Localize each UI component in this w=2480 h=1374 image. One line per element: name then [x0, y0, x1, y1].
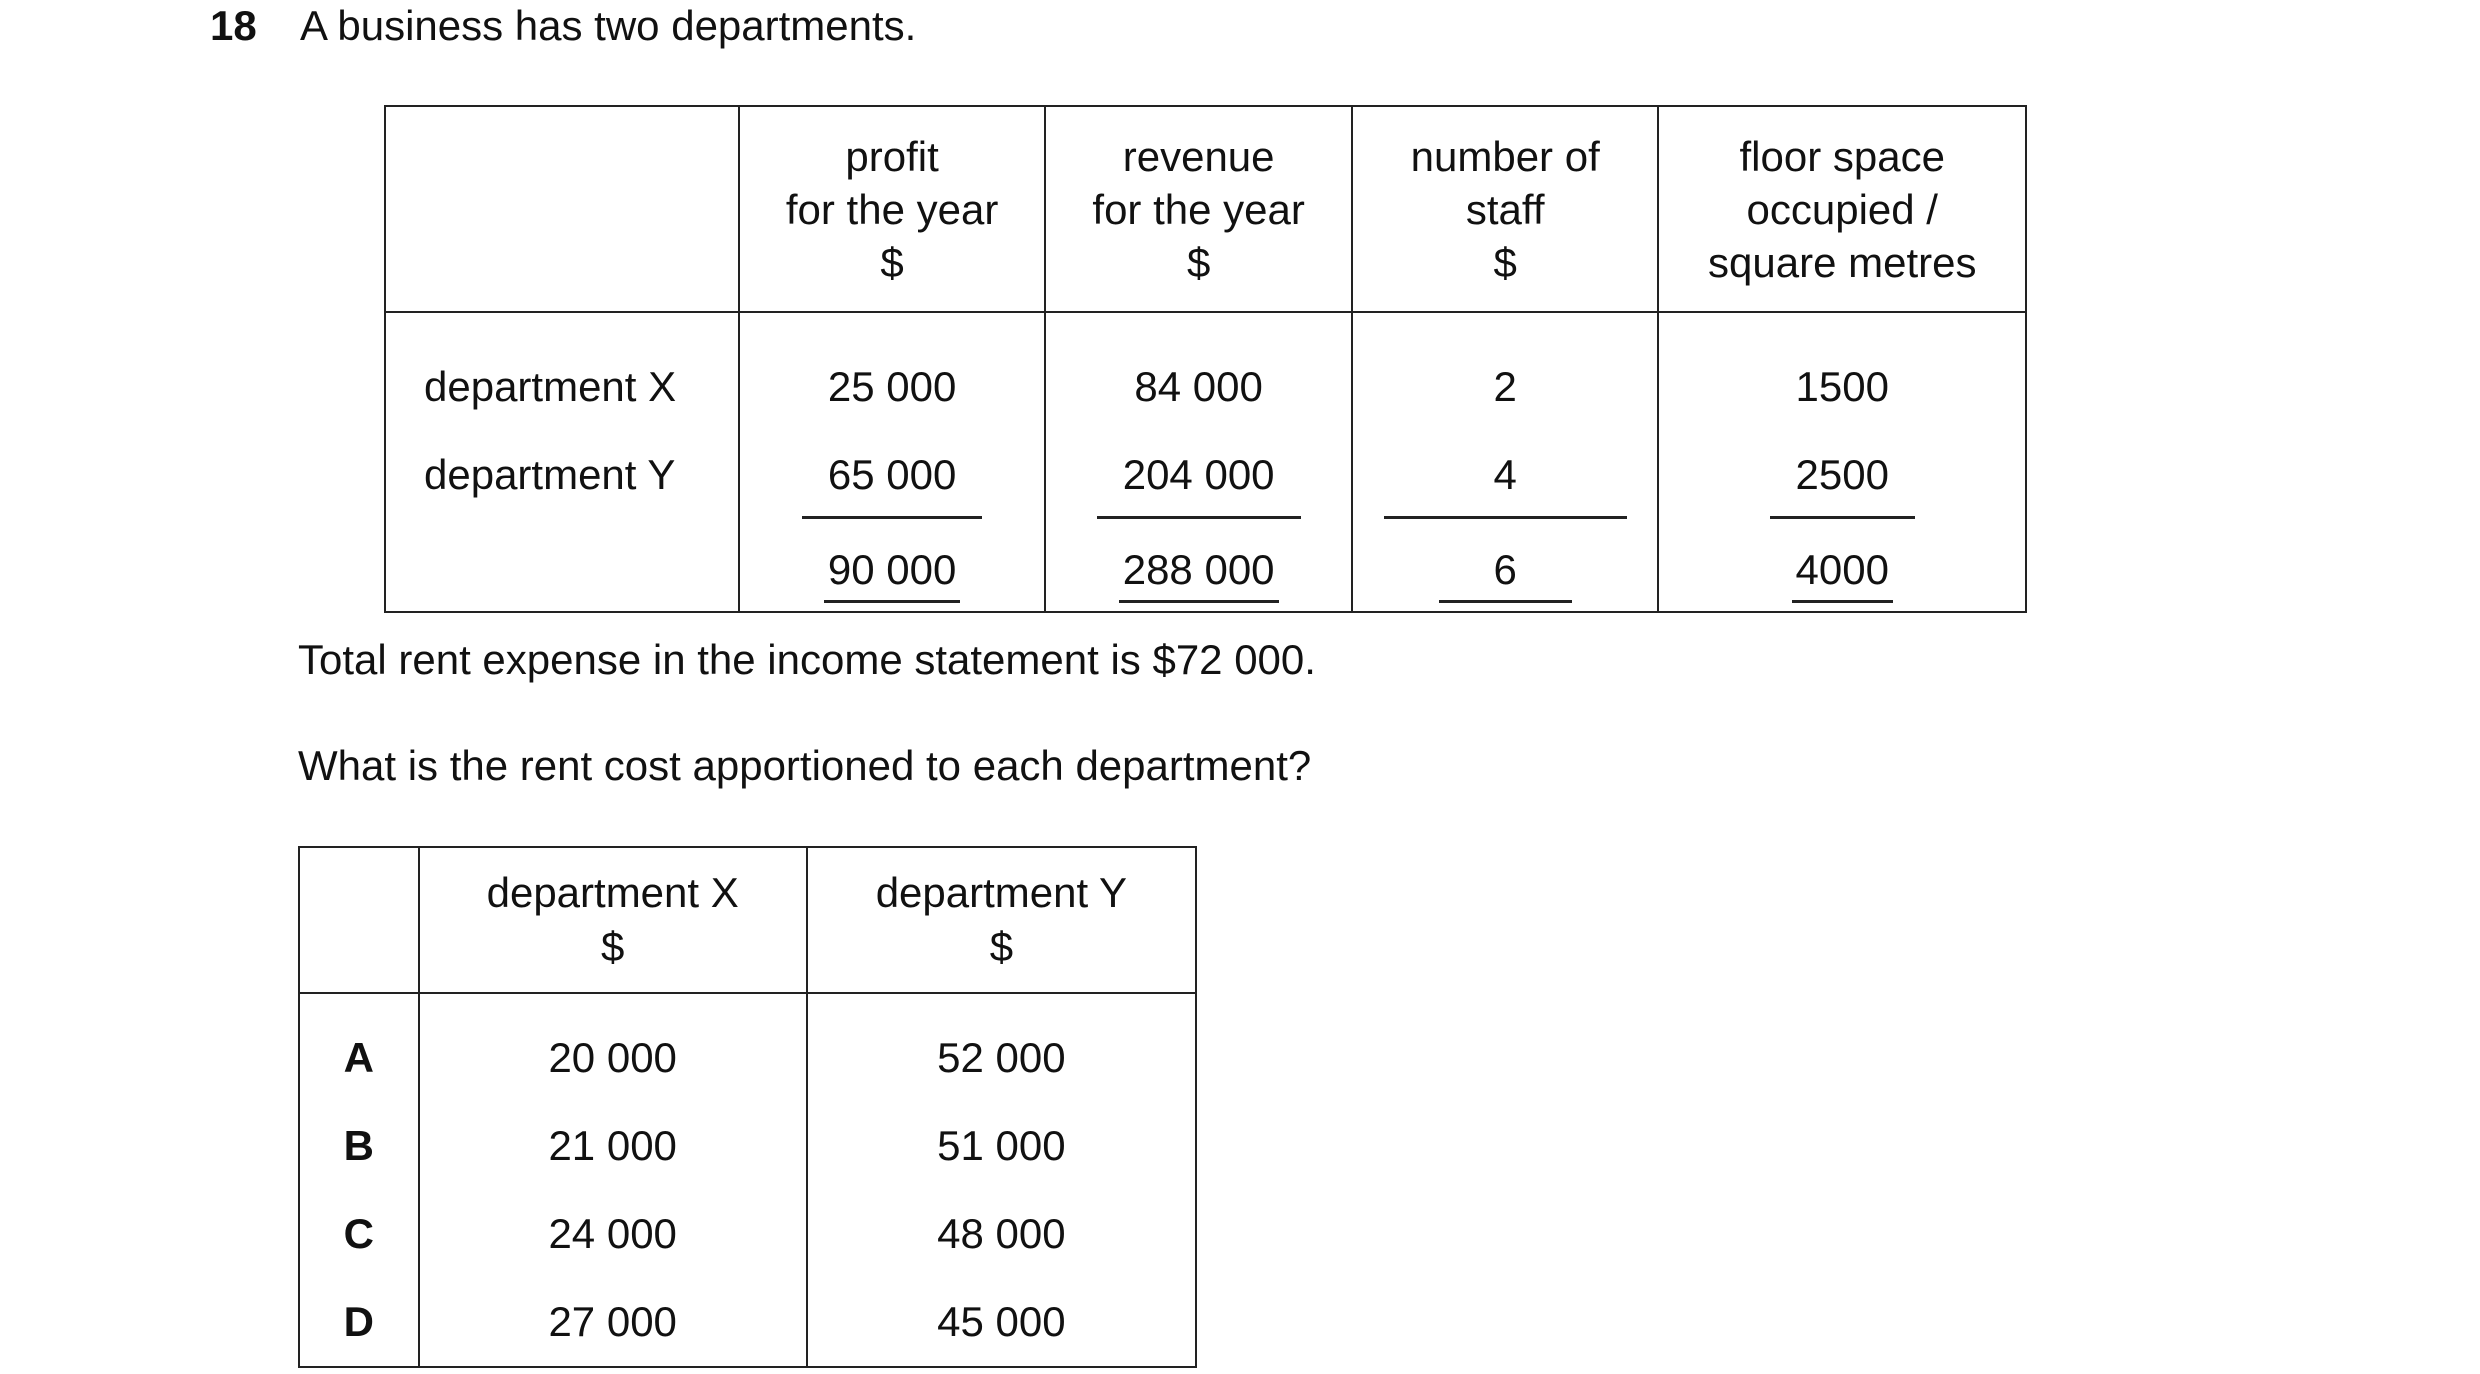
- option-a-y: 52 000: [937, 1034, 1066, 1081]
- options-header-row: [299, 847, 1196, 993]
- blank-header-cell: [299, 847, 419, 993]
- option-letter-d: D: [343, 1298, 374, 1345]
- floor-total: 4000: [1792, 540, 1893, 603]
- header-line: $: [1186, 238, 1211, 286]
- rent-statement: Total rent expense in the income statement is $72 000.: [298, 636, 1316, 683]
- option-b-y: 51 000: [937, 1122, 1066, 1169]
- staff-total: 6: [1439, 540, 1572, 603]
- header-line: $: [1493, 238, 1517, 286]
- answer-options-table: [298, 846, 1197, 1368]
- staff-cell: [1352, 312, 1659, 612]
- header-line: number of: [1410, 132, 1600, 180]
- profit-total-row: [740, 519, 1045, 607]
- department-x-header: [419, 847, 807, 993]
- question-number: 18: [210, 2, 257, 49]
- header-line: square metres: [1708, 238, 1977, 286]
- revenue-total-row: [1046, 519, 1351, 607]
- total-spacer: [424, 519, 738, 607]
- revenue-cell: [1045, 312, 1352, 612]
- header-line: $: [880, 238, 904, 286]
- departments-body-row: [385, 312, 2026, 612]
- profit-x: 25 000: [827, 363, 957, 410]
- floor-y: 2500: [1795, 451, 1889, 498]
- revenue-header: [1045, 106, 1352, 312]
- header-line: department Y: [875, 869, 1128, 916]
- header-line: $: [989, 923, 1014, 970]
- revenue-x: 84 000: [1134, 363, 1263, 410]
- header-line: staff: [1465, 185, 1545, 233]
- option-b-x: 21 000: [548, 1122, 677, 1169]
- department-y-header: [807, 847, 1196, 993]
- option-a-x: 20 000: [548, 1034, 677, 1081]
- revenue-total: 288 000: [1119, 540, 1279, 603]
- option-letter-b: B: [343, 1122, 374, 1169]
- option-x-values-cell: [419, 993, 807, 1367]
- departments-table: [384, 105, 2027, 613]
- profit-header: [739, 106, 1046, 312]
- floor-space-header: [1658, 106, 2026, 312]
- floor-x: 1500: [1795, 363, 1889, 410]
- header-line: floor space: [1739, 132, 1945, 180]
- department-x-name: department X: [424, 363, 677, 410]
- header-line: $: [601, 923, 625, 970]
- options-body-row: [299, 993, 1196, 1367]
- staff-y: 4: [1493, 451, 1517, 498]
- option-letter-a: A: [343, 1034, 374, 1081]
- header-line: occupied /: [1746, 185, 1938, 233]
- option-y-values-cell: [807, 993, 1196, 1367]
- revenue-y: 204 000: [1122, 451, 1275, 498]
- question-text: A business has two departments.: [300, 2, 917, 49]
- question-heading: [210, 0, 916, 52]
- option-letters-cell: [299, 993, 419, 1367]
- option-letter-c: C: [343, 1210, 374, 1257]
- profit-cell: [739, 312, 1046, 612]
- department-y-name: department Y: [424, 451, 676, 498]
- profit-y: 65 000: [827, 451, 957, 498]
- option-c-x: 24 000: [548, 1210, 677, 1257]
- header-line: for the year: [1092, 185, 1305, 233]
- staff-total-row: [1353, 519, 1658, 607]
- option-d-y: 45 000: [937, 1298, 1066, 1345]
- departments-header-row: [385, 106, 2026, 312]
- question-prompt: What is the rent cost apportioned to each department?: [298, 742, 1312, 789]
- header-line: for the year: [785, 185, 999, 233]
- floor-total-row: [1659, 519, 2025, 607]
- department-name-cell: [385, 312, 739, 612]
- option-c-y: 48 000: [937, 1210, 1066, 1257]
- floor-space-cell: [1658, 312, 2026, 612]
- header-line: revenue: [1122, 132, 1275, 180]
- staff-header: [1352, 106, 1659, 312]
- staff-x: 2: [1493, 363, 1517, 410]
- header-line: department X: [486, 869, 739, 916]
- blank-header-cell: [385, 106, 739, 312]
- header-line: profit: [845, 132, 939, 180]
- option-d-x: 27 000: [548, 1298, 677, 1345]
- profit-total: 90 000: [824, 540, 960, 603]
